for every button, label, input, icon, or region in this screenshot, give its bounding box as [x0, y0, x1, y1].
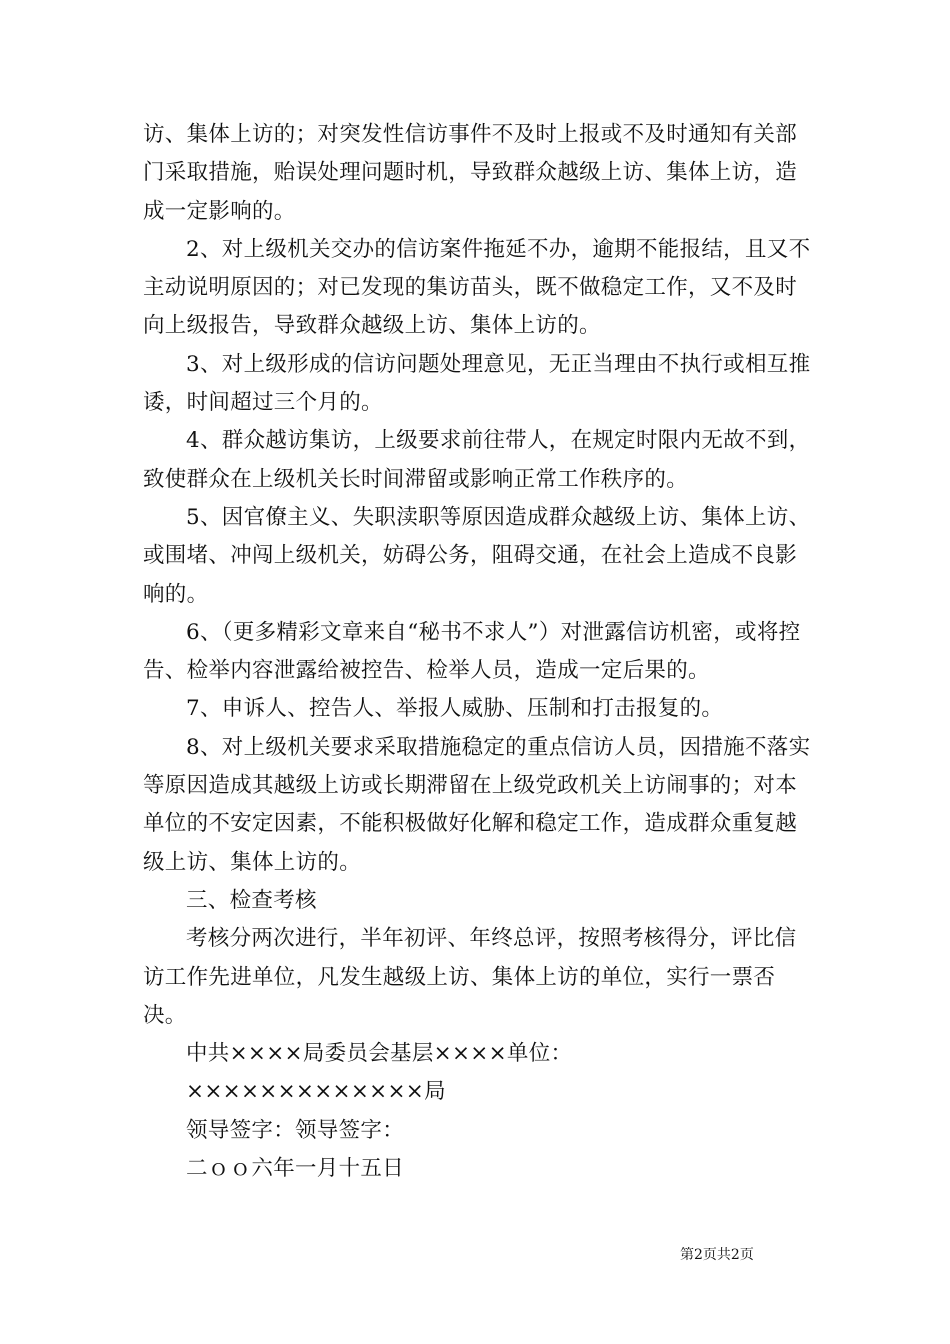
signature-bureau: ×××××××××××××局	[186, 1079, 446, 1105]
paragraph-item-6: 6、（更多精彩文章来自“秘书不求人”）对泄露信访机密，或将控告、检举内容泄露给被控告、检举人员，造成一定后果的。	[143, 619, 801, 684]
section-heading: 三、检查考核	[186, 887, 317, 913]
signature-organization: 中共××××局委员会基层××××单位：	[186, 1041, 573, 1067]
paragraph-item-4: 4、群众越访集访，上级要求前往带人，在规定时限内无故不到，致使群众在上级机关长时间滞留或影响正常工作秩序的。	[143, 428, 811, 492]
paragraph-item-7: 7、申诉人、控告人、举报人威胁、压制和打击报复的。	[186, 696, 724, 722]
page-number-footer: 第2页共2页	[680, 1247, 754, 1263]
paragraph-item-5: 5、因官僚主义、失职渎职等原因造成群众越级上访、集体上访、或围堵、冲闯上级机关，妨碍公务，阻碍交通，在社会上造成不良影响的。	[143, 504, 811, 607]
document-body	[143, 116, 815, 1188]
paragraph-item-8: 8、对上级机关要求采取措施稳定的重点信访人员，因措施不落实等原因造成其越级上访或长期滞留在上级党政机关上访闹事的；对本单位的不安定因素，不能积极做好化解和稳定工作，造成群众重复越级上访、集体上访的。	[143, 734, 811, 875]
paragraph-continuation: 访、集体上访的；对突发性信访事件不及时上报或不及时通知有关部门采取措施，贻误处理问题时机，导致群众越级上访、集体上访，造成一定影响的。	[143, 122, 798, 224]
signature-leaders: 领导签字：领导签字：	[186, 1117, 405, 1143]
paragraph-item-3: 3、对上级形成的信访问题处理意见，无正当理由不执行或相互推诿，时间超过三个月的。	[143, 351, 811, 416]
paragraph-assessment: 考核分两次进行，半年初评、年终总评，按照考核得分，评比信访工作先进单位，凡发生越级上访、集体上访的单位，实行一票否决。	[143, 926, 797, 1028]
document-date: 二ｏｏ六年一月十五日	[186, 1156, 405, 1182]
paragraph-item-2: 2、对上级机关交办的信访案件拖延不办，逾期不能报结，且又不主动说明原因的；对已发现的集访苗头，既不做稳定工作，又不及时向上级报告，导致群众越级上访、集体上访的。	[143, 236, 811, 339]
